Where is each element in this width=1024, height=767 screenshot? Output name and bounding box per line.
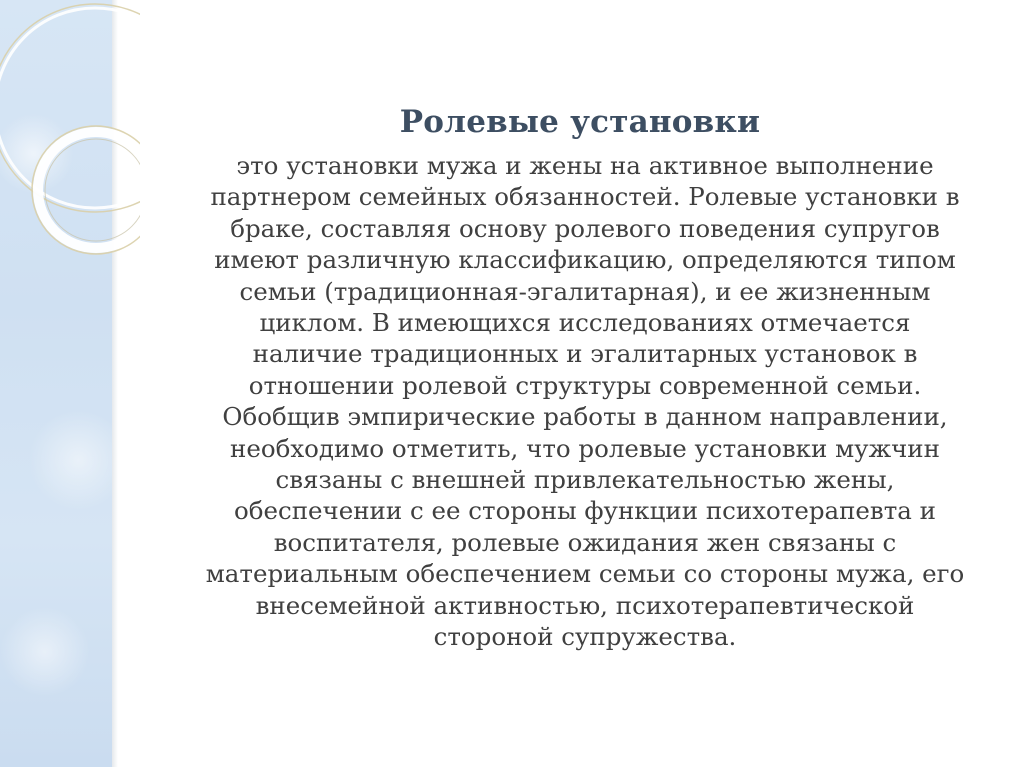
body-line: отношении ролевой структуры современной семьи.	[248, 370, 922, 400]
ring-small-inner	[45, 139, 140, 241]
ring-large-white	[0, 8, 140, 208]
slide-body-text	[160, 150, 1010, 653]
body-line: стороной супружества.	[433, 622, 737, 652]
body-line: обеспечении с ее стороны функции психотерапевта и	[233, 496, 937, 526]
body-line: материальным обеспечением семьи со стороны мужа, его	[205, 559, 965, 589]
body-line: партнером семейных обязанностей. Ролевые установки в	[210, 182, 960, 212]
body-line: это установки мужа и жены на активное выполнение	[236, 151, 934, 180]
body-line: браке, составляя основу ролевого поведения супругов	[230, 213, 940, 243]
body-line: наличие традиционных и эгалитарных установок в	[252, 339, 918, 369]
body-line: семьи (традиционная-эгалитарная), и ее жизненным	[239, 276, 931, 306]
ring-small-gold	[32, 126, 140, 254]
ring-small-white	[38, 132, 140, 248]
body-line: воспитателя, ролевые ожидания жен связаны с	[273, 527, 897, 557]
ring-large-gold	[0, 4, 140, 212]
decorative-rings	[0, 0, 140, 300]
body-line: необходимо отметить, что ролевые установки мужчин	[230, 433, 940, 463]
body-line: Обобщив эмпирические работы в данном направлении,	[222, 402, 948, 432]
body-line: связаны с внешней привлекательностью жены,	[275, 465, 895, 495]
body-line: циклом. В имеющихся исследованиях отмечается	[259, 308, 911, 338]
slide-title: Ролевые установки	[399, 104, 761, 140]
body-line: имеют различную классификацию, определяются типом	[214, 245, 956, 275]
body-line: внесемейной активностью, психотерапевтической	[255, 590, 915, 620]
